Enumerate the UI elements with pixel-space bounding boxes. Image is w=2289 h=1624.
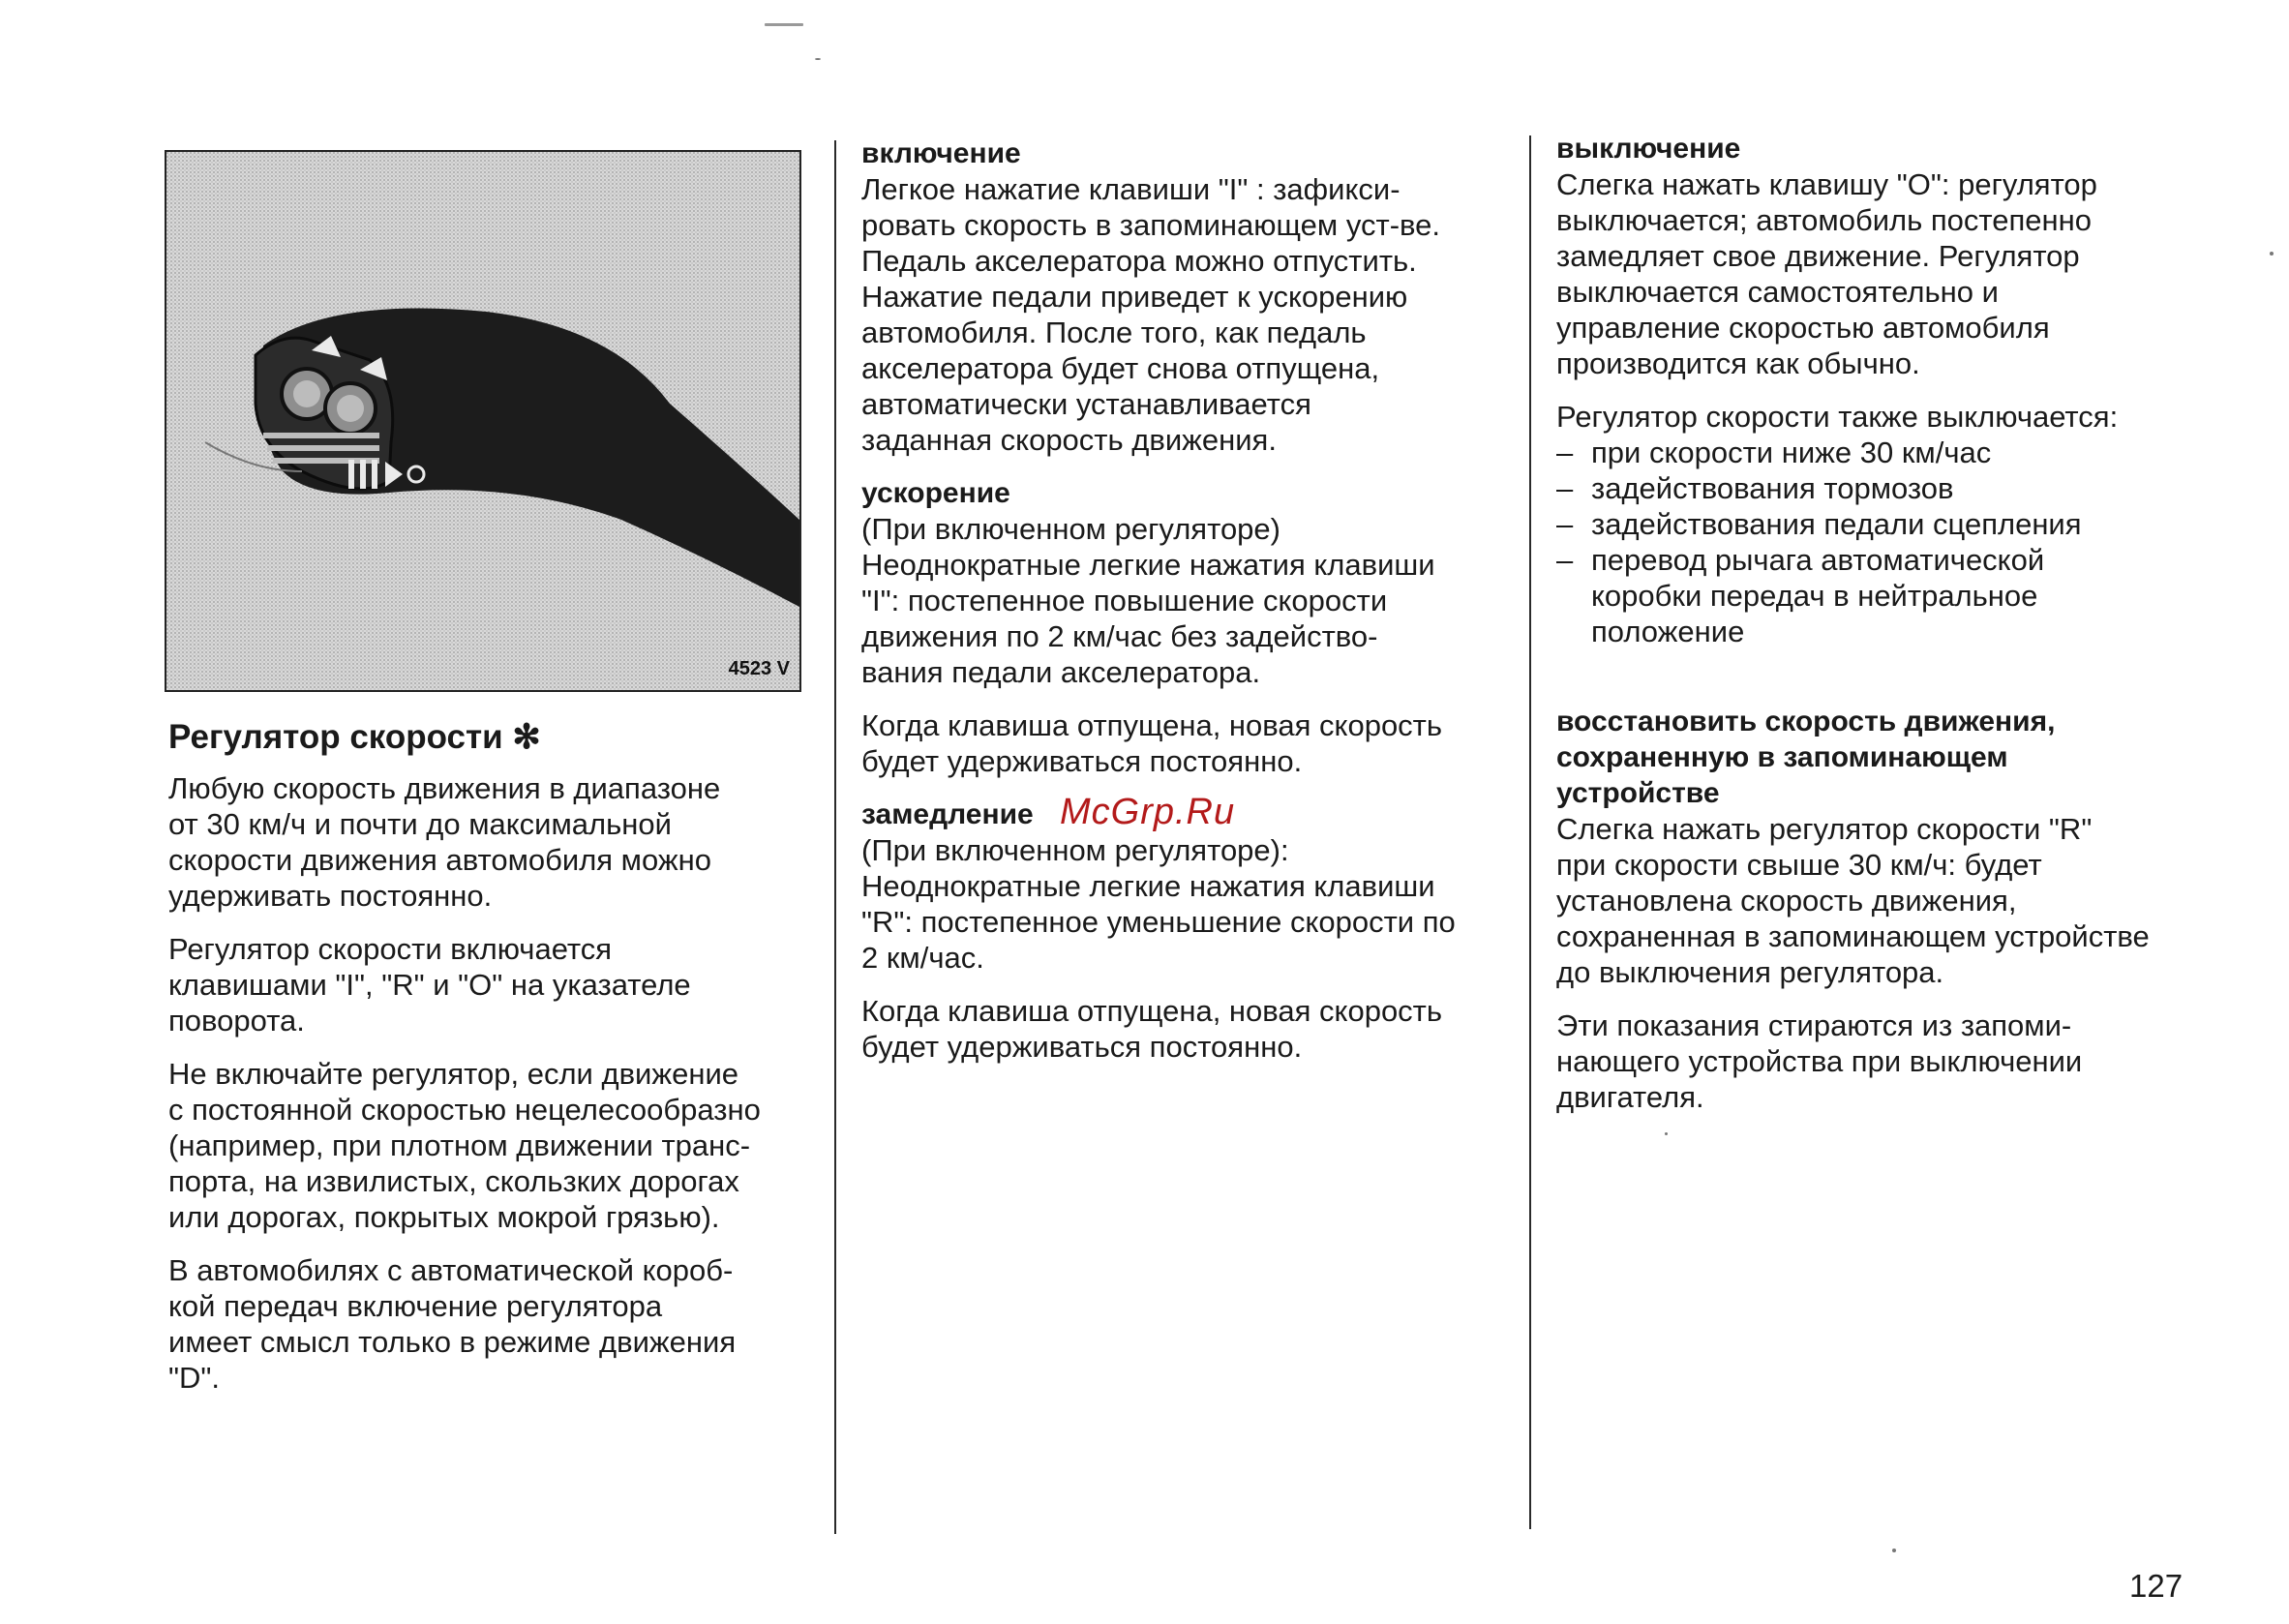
- heading-restore-speed: восстановить скорость движения, сохраненную в запоминающем устройстве: [1556, 706, 2056, 809]
- paragraph: Слегка нажать регулятор скорости "R" при скорости свыше 30 км/ч: будет установлена скорость движения, сохраненная в запоминающем устройстве до выключения регулятора.: [1556, 812, 2150, 989]
- paragraph: Регулятор скорости включается клавишами "I", "R" и "O" на указателе поворота.: [168, 932, 691, 1038]
- section-title: Регулятор скорости ✻: [168, 718, 541, 756]
- deactivation-list: [1556, 435, 2195, 649]
- watermark: McGrp.Ru: [1060, 792, 1236, 832]
- heading-deactivation: выключение: [1556, 133, 1741, 165]
- paragraph: (При включенном регуляторе): Неоднократные легкие нажатия клавиши "R": постепенное уменьшение скорости по 2 км/час.: [861, 833, 1456, 975]
- list-item: – задействования педали сцепления: [1556, 507, 2082, 541]
- paragraph: Слегка нажать клавишу "O": регулятор выключается; автомобиль постепенно замедляет свое движение. Регулятор выключается самостоятельно и управление скоростью автомобиля производится как обычно.: [1556, 167, 2097, 380]
- heading-activation: включение: [861, 137, 1021, 169]
- column-left: [168, 716, 788, 1413]
- paragraph: Эти показания стираются из запоми- нающего устройства при выключении двигателя.: [1556, 1008, 2083, 1114]
- stalk-drawing: [166, 152, 799, 690]
- paragraph: (При включенном регуляторе) Неоднократные легкие нажатия клавиши "I": постепенное повышение скорости движения по 2 км/час без задейство- вания педали акселератора.: [861, 512, 1435, 689]
- page-number: 127: [2129, 1568, 2184, 1604]
- list-item: – задействования тормозов: [1556, 471, 1954, 505]
- paragraph: Легкое нажатие клавиши "I" : зафикси- ровать скорость в запоминающем уст-ве. Педаль акселератора можно отпустить. Нажатие педали приведет к ускорению автомобиля. После того, как педаль акселератора будет снова отпущена, автоматически устанавливается заданная скорость движения.: [861, 172, 1440, 457]
- scan-speck: [815, 58, 821, 60]
- cruise-control-stalk-illustration: [165, 150, 801, 692]
- figure-label: 4523 V: [728, 658, 790, 679]
- scan-speck: [1665, 1132, 1668, 1135]
- paragraph: Любую скорость движения в диапазоне от 30 км/ч и почти до максимальной скорости движения автомобиля можно удерживать постоянно.: [168, 771, 721, 913]
- column-divider-right: [1529, 135, 1531, 1529]
- heading-acceleration: ускорение: [861, 477, 1010, 509]
- paragraph: Когда клавиша отпущена, новая скорость будет удерживаться постоянно.: [861, 994, 1443, 1064]
- column-divider-left: [834, 140, 836, 1534]
- paragraph: В автомобилях с автоматической короб- кой передач включение регулятора имеет смысл только в режиме движения "D".: [168, 1253, 737, 1395]
- scan-speck: [2270, 252, 2274, 256]
- paragraph: Когда клавиша отпущена, новая скорость будет удерживаться постоянно.: [861, 708, 1443, 778]
- heading-deceleration: замедление: [861, 798, 1034, 830]
- scan-speck: [1892, 1549, 1896, 1552]
- list-item: – при скорости ниже 30 км/час: [1556, 436, 1992, 469]
- paragraph: Не включайте регулятор, если движение с постоянной скоростью нецелесообразно (например, при плотном движении транс- порта, на извилистых, скользких дорогах или дорогах, покрытых мокрой грязью).: [168, 1057, 761, 1234]
- column-middle: [861, 135, 1500, 1082]
- list-item: – перевод рычага автоматической коробки передач в нейтральное положение: [1556, 543, 2045, 648]
- scan-speck: [765, 23, 803, 26]
- paragraph: Регулятор скорости также выключается:: [1556, 400, 2119, 434]
- column-right: [1556, 131, 2195, 1132]
